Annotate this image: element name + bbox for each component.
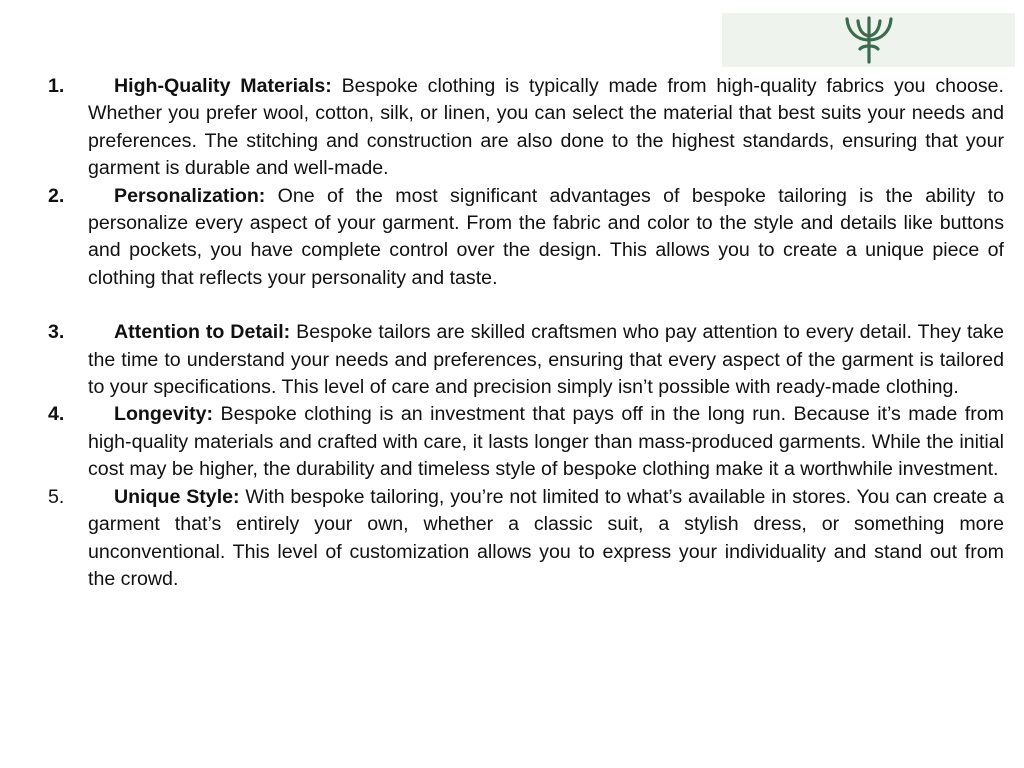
item-text: One of the most significant advantages of bespoke tailoring is the ability to personalize every aspect of your garment. From the fabric and color to the style and details like buttons and pockets, you have complete control over the design. This allows you to create a unique piece of clothing that reflects your personality and taste.	[88, 184, 1004, 289]
list-item	[48, 401, 1004, 483]
item-heading: Longevity:	[114, 403, 214, 426]
item-heading: High-Quality Materials:	[114, 75, 332, 97]
item-number: 4.	[48, 403, 65, 426]
item-text: Bespoke clothing is typically made from high-quality fabrics you choose. Whether you prefer wool, cotton, silk, or linen, you can select the material that best suits your needs and preferences. The stitching and construction are also done to the highest standards, ensuring that your garment is durable and well-made.	[88, 75, 1005, 180]
item-text: Bespoke clothing is an investment that pays off in the long run. Because it’s made from high-quality materials and crafted with care, it lasts longer than mass-produced garments. While the initial cost may be higher, the durability and timeless style of bespoke clothing make it a worthwhile investment.	[88, 403, 1004, 481]
item-text: Bespoke tailors are skilled craftsmen who pay attention to every detail. They take the time to understand your needs and preferences, ensuring that every aspect of the garment is tailored to your specifications. This level of care and precision simply isn’t possible with ready-made clothing.	[88, 321, 1005, 399]
list-item	[48, 183, 1004, 293]
item-number: 3.	[48, 321, 65, 344]
list-item	[48, 73, 1004, 183]
item-number: 5.	[48, 485, 65, 508]
item-heading: Attention to Detail:	[114, 321, 291, 344]
list-item	[48, 319, 1004, 401]
item-number: 2.	[48, 184, 65, 207]
list-item	[48, 484, 1004, 594]
item-number: 1.	[48, 75, 65, 97]
item-heading: Unique Style:	[114, 485, 240, 508]
item-heading: Personalization:	[114, 184, 266, 207]
item-text: With bespoke tailoring, you’re not limited to what’s available in stores. You can create a garment that’s entirely your own, whether a classic suit, a stylish dress, or something more unconventional. This level of customization allows you to express your individuality and stand out from the crowd.	[88, 485, 1004, 590]
logo-banner	[722, 13, 1015, 67]
benefits-list	[48, 73, 1004, 593]
trident-monogram-icon	[841, 16, 897, 64]
